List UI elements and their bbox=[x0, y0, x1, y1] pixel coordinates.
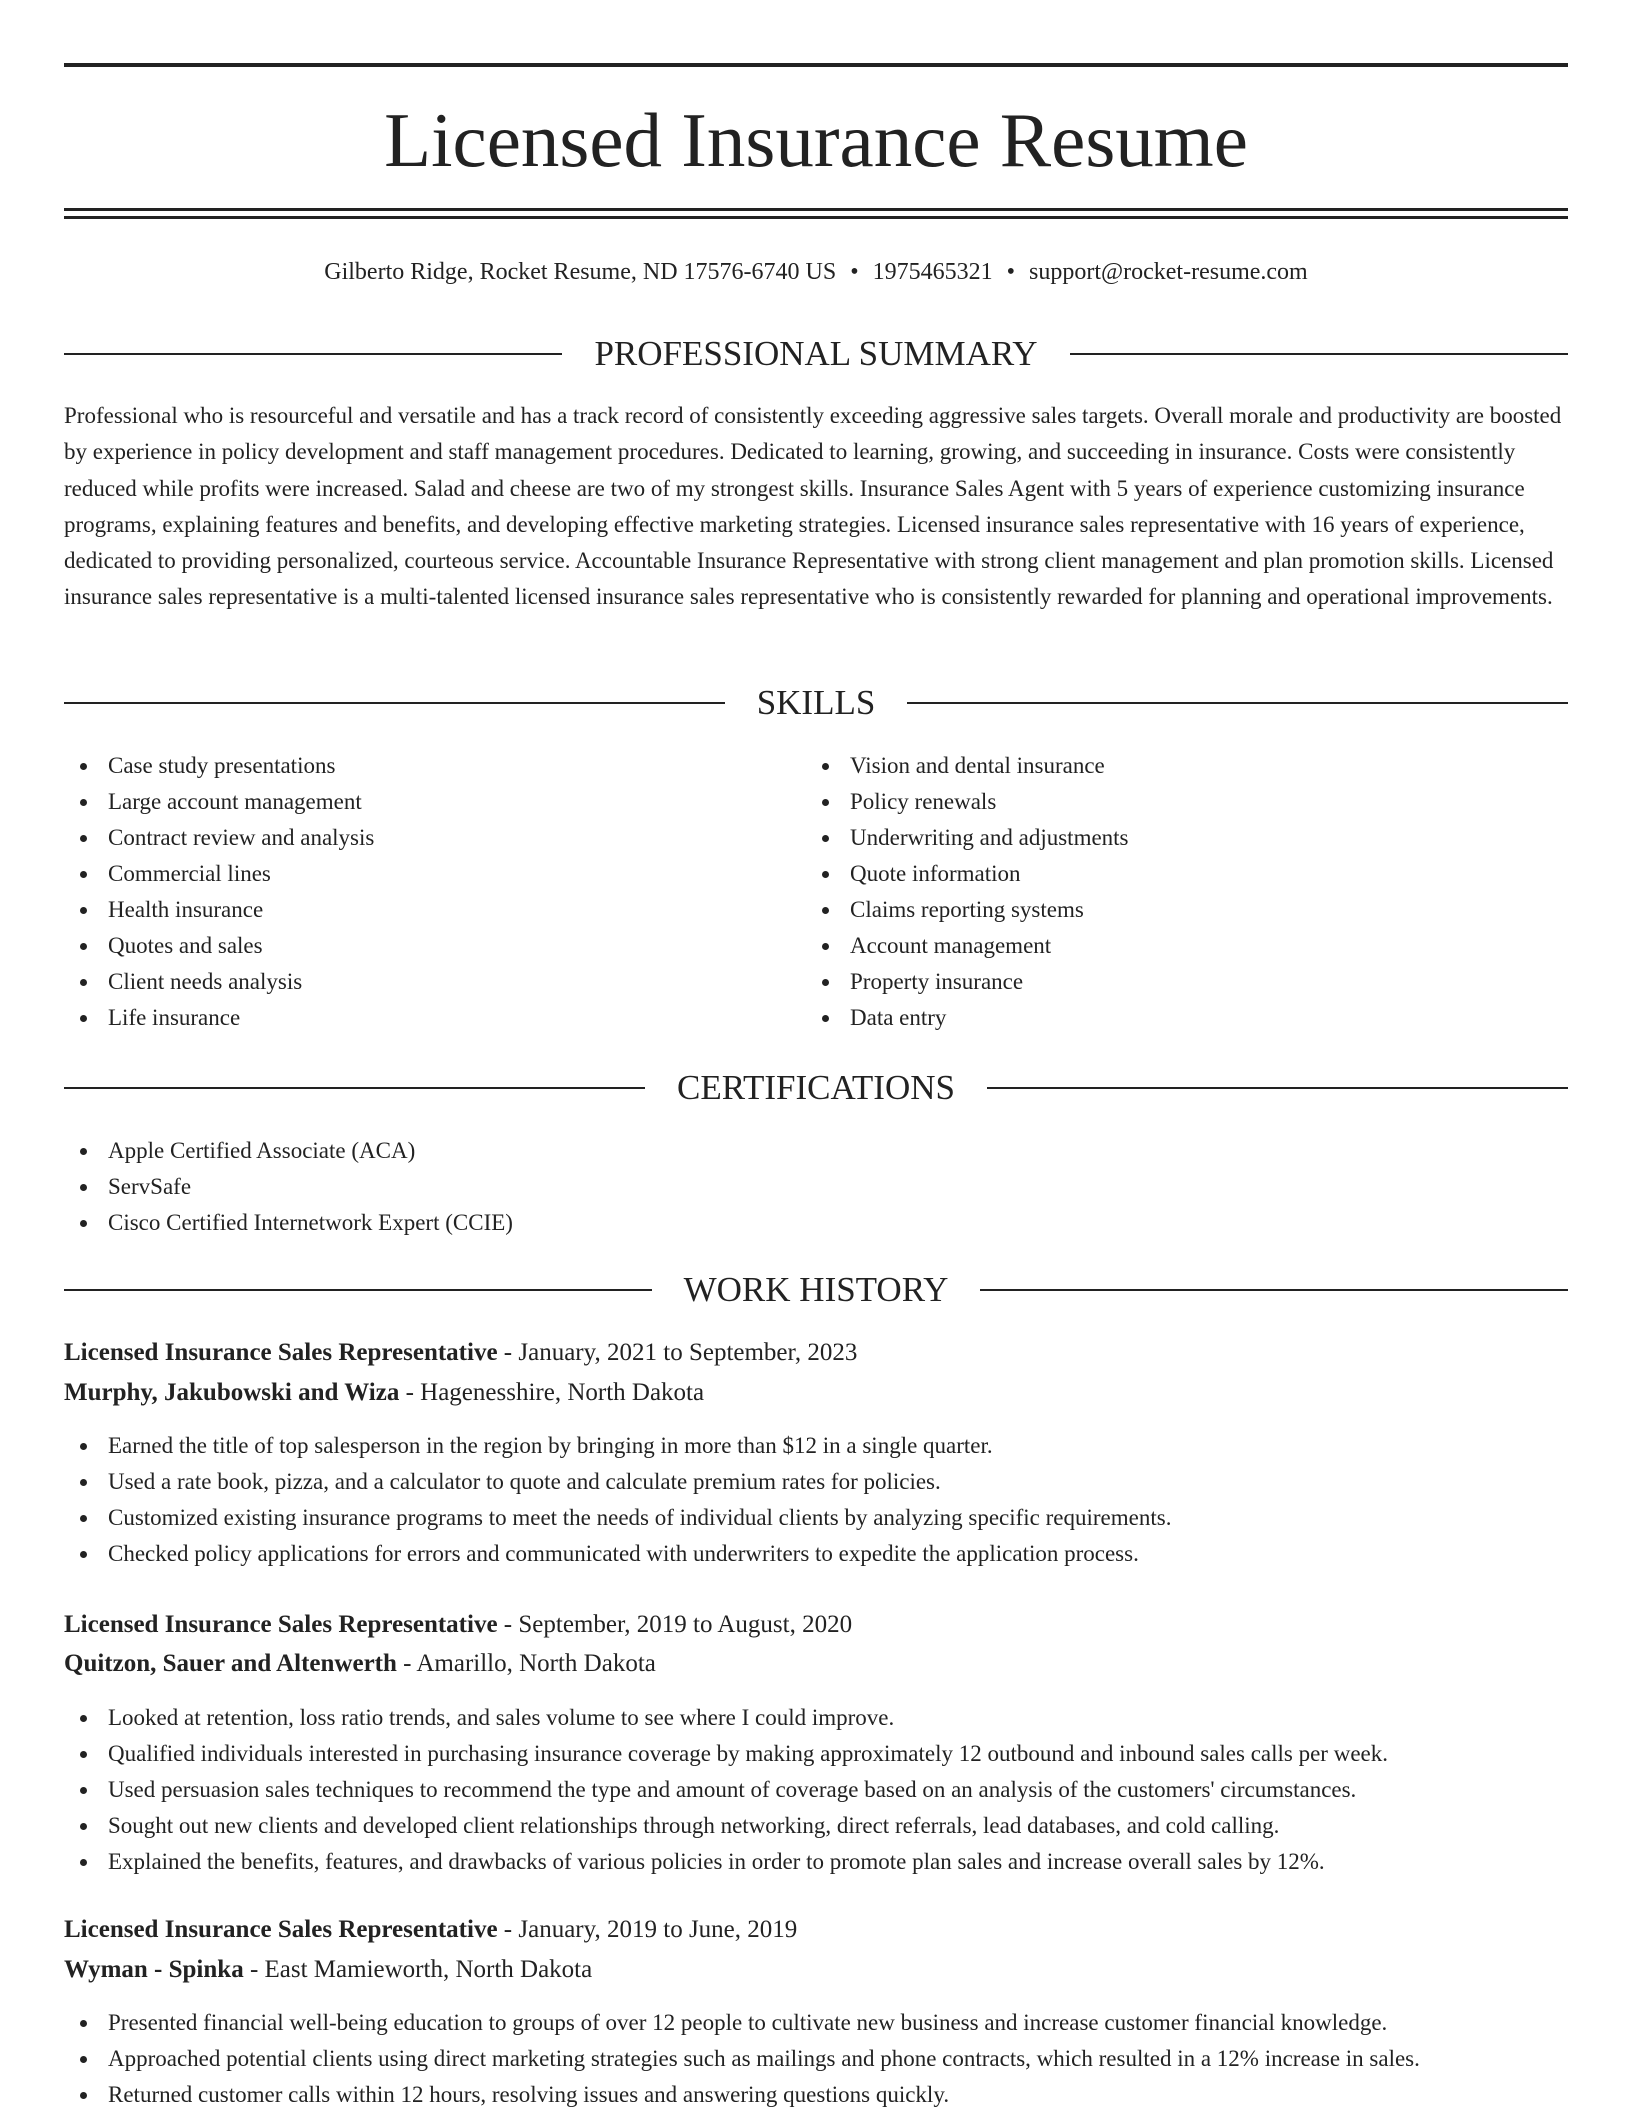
job-company-line bbox=[64, 1645, 1568, 1683]
contact-separator: • bbox=[1006, 259, 1016, 285]
job-bullets bbox=[64, 1700, 1568, 1880]
job-bullet: Looked at retention, loss ratio trends, and sales volume to see where I could improve. bbox=[64, 1700, 1568, 1736]
skill-item: Policy renewals bbox=[806, 784, 1568, 820]
job-title-line bbox=[64, 1606, 1568, 1644]
job-bullet: Explained the benefits, features, and drawbacks of various policies in order to promote plan sales and increase overall sales by 12%. bbox=[64, 1844, 1568, 1880]
skill-item: Underwriting and adjustments bbox=[806, 820, 1568, 856]
heading-rule-left bbox=[64, 1087, 645, 1089]
section-title: PROFESSIONAL SUMMARY bbox=[594, 334, 1038, 373]
skill-item: Commercial lines bbox=[64, 856, 804, 892]
job-bullet: Returned customer calls within 12 hours, resolving issues and answering questions quickly. bbox=[64, 2077, 1568, 2113]
skill-item: Health insurance bbox=[64, 892, 804, 928]
job-location: - Hagenesshire, North Dakota bbox=[399, 1379, 705, 1406]
skill-item: Data entry bbox=[806, 1000, 1568, 1036]
contact-separator: • bbox=[850, 259, 859, 285]
skills-list-left bbox=[64, 748, 804, 1036]
job-dates: - January, 2021 to September, 2023 bbox=[497, 1339, 858, 1366]
skill-item: Quotes and sales bbox=[64, 928, 804, 964]
contact-email: support@rocket-resume.com bbox=[1029, 259, 1308, 285]
certification-item: Cisco Certified Internetwork Expert (CCIE) bbox=[64, 1205, 1568, 1241]
job-dates: - January, 2019 to June, 2019 bbox=[497, 1916, 798, 1943]
skill-item: Case study presentations bbox=[64, 748, 804, 784]
section-heading-work-history bbox=[64, 1268, 1568, 1312]
title-rule-lower bbox=[64, 216, 1568, 219]
job-company-line bbox=[64, 1951, 1568, 1989]
job-company-line bbox=[64, 1374, 1568, 1412]
section-title: SKILLS bbox=[756, 683, 876, 722]
summary-text: Professional who is resourceful and versatile and has a track record of consistently exceeding aggressive sales targets. Overall morale and productivity are boosted by experience in policy development and staff management procedures. Dedicated to learning, growing, and succeeding in insurance. Costs were consistently reduced while profits were increased. Salad and cheese are two of my strongest skills. Insurance Sales Agent with 5 years of experience customizing insurance programs, explaining features and benefits, and developing effective marketing strategies. Licensed insurance sales representative with 16 years of experience, dedicated to providing personalized, courteous service. Accountable Insurance Representative with strong client management and plan promotion skills. Licensed insurance sales representative is a multi-talented licensed insurance sales representative who is consistently rewarded for planning and operational improvements. bbox=[64, 403, 1562, 610]
heading-rule-left bbox=[64, 353, 562, 355]
section-heading-summary bbox=[64, 332, 1568, 376]
job-bullet: Customized existing insurance programs to meet the needs of individual clients by analyzing specific requirements. bbox=[64, 1500, 1568, 1536]
job-title: Licensed Insurance Sales Representative bbox=[64, 1611, 498, 1638]
job-title: Licensed Insurance Sales Representative bbox=[64, 1916, 498, 1943]
skill-item: Property insurance bbox=[806, 964, 1568, 1000]
section-heading-certifications bbox=[64, 1066, 1568, 1110]
top-rule bbox=[64, 63, 1568, 67]
heading-rule-right bbox=[1070, 353, 1568, 355]
job-bullet: Used a rate book, pizza, and a calculator to quote and calculate premium rates for policies. bbox=[64, 1464, 1568, 1500]
job-company: Quitzon, Sauer and Altenwerth bbox=[64, 1650, 397, 1677]
job-company: Wyman - Spinka bbox=[64, 1956, 244, 1983]
heading-rule-right bbox=[987, 1087, 1568, 1089]
skill-item: Quote information bbox=[806, 856, 1568, 892]
contact-address: Gilberto Ridge, Rocket Resume, ND 17576-6740 US bbox=[324, 259, 837, 285]
skill-item: Contract review and analysis bbox=[64, 820, 804, 856]
job-company: Murphy, Jakubowski and Wiza bbox=[64, 1379, 400, 1406]
skill-item: Account management bbox=[806, 928, 1568, 964]
section-title: WORK HISTORY bbox=[683, 1270, 949, 1309]
skill-item: Vision and dental insurance bbox=[806, 748, 1568, 784]
contact-phone: 1975465321 bbox=[872, 259, 993, 285]
job-bullet: Checked policy applications for errors and communicated with underwriters to expedite the application process. bbox=[64, 1536, 1568, 1572]
skill-item: Client needs analysis bbox=[64, 964, 804, 1000]
job-title-line bbox=[64, 1334, 1568, 1372]
job-bullet: Presented financial well-being education to groups of over 12 people to cultivate new business and increase customer financial knowledge. bbox=[64, 2005, 1568, 2041]
heading-rule-right bbox=[907, 702, 1568, 704]
skill-item: Life insurance bbox=[64, 1000, 804, 1036]
section-heading-skills bbox=[64, 681, 1568, 725]
heading-rule-left bbox=[64, 1289, 652, 1291]
job-bullet: Sought out new clients and developed client relationships through networking, direct referrals, lead databases, and cold calling. bbox=[64, 1808, 1568, 1844]
job-bullets bbox=[64, 1428, 1568, 1572]
job-title: Licensed Insurance Sales Representative bbox=[64, 1339, 498, 1366]
job-location: - Amarillo, North Dakota bbox=[396, 1650, 656, 1677]
contact-line bbox=[64, 254, 1568, 290]
heading-rule-left bbox=[64, 702, 725, 704]
job-bullet: Approached potential clients using direct marketing strategies such as mailings and phone contracts, which resulted in a 12% increase in sales. bbox=[64, 2041, 1568, 2077]
section-title: CERTIFICATIONS bbox=[677, 1068, 955, 1107]
resume-title: Licensed Insurance Resume bbox=[384, 97, 1248, 183]
job-bullet: Earned the title of top salesperson in the region by bringing in more than $12 in a single quarter. bbox=[64, 1428, 1568, 1464]
skill-item: Claims reporting systems bbox=[806, 892, 1568, 928]
job-dates: - September, 2019 to August, 2020 bbox=[497, 1611, 853, 1638]
job-bullet: Qualified individuals interested in purchasing insurance coverage by making approximately 12 outbound and inbound sales calls per week. bbox=[64, 1736, 1568, 1772]
skills-list-right bbox=[806, 748, 1568, 1036]
certification-item: Apple Certified Associate (ACA) bbox=[64, 1133, 1568, 1169]
title-rule-upper bbox=[64, 208, 1568, 211]
certification-item: ServSafe bbox=[64, 1169, 1568, 1205]
job-title-line bbox=[64, 1911, 1568, 1949]
heading-rule-right bbox=[980, 1289, 1568, 1291]
job-location: - East Mamieworth, North Dakota bbox=[243, 1956, 593, 1983]
job-bullets bbox=[64, 2005, 1568, 2113]
skill-item: Large account management bbox=[64, 784, 804, 820]
certifications-list bbox=[64, 1133, 1568, 1241]
job-bullet: Used persuasion sales techniques to recommend the type and amount of coverage based on an analysis of the customers' circumstances. bbox=[64, 1772, 1568, 1808]
